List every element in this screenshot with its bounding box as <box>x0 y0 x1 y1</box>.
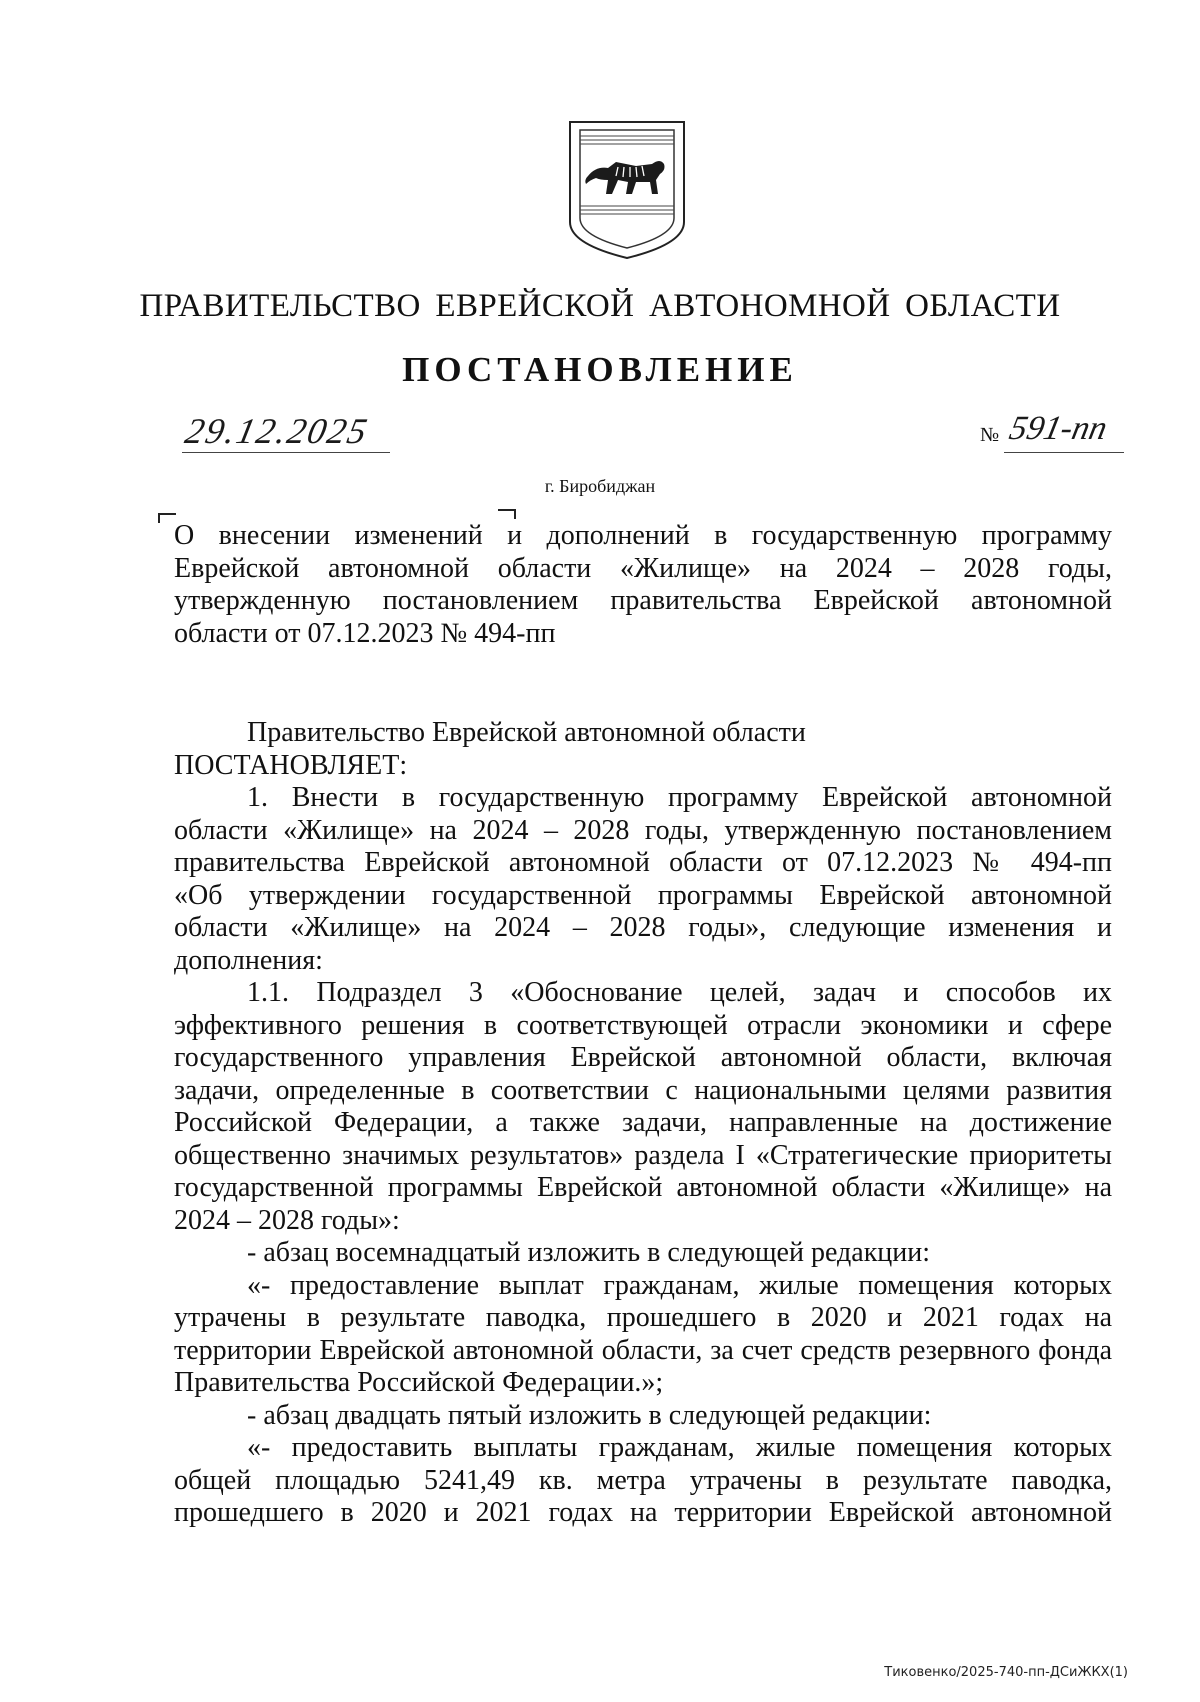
body-line: области «Жилище» на 2024 – 2028 годы», следующие изменения и <box>174 912 1112 943</box>
subject-line: Еврейской автономной области «Жилище» на 2024 – 2028 годы, <box>174 552 1112 584</box>
body-line: - абзац двадцать пятый изложить в следующей редакции: <box>247 1399 932 1431</box>
date-underline <box>182 452 390 453</box>
document-number: 591-пп <box>1006 410 1111 447</box>
body-line: дополнения: <box>174 944 323 976</box>
document-date: 29.12.2025 <box>181 411 373 451</box>
document-body <box>174 717 1112 1530</box>
body-line: «- предоставить выплаты гражданам, жилые помещения которых <box>247 1432 1112 1463</box>
document-type-heading: ПОСТАНОВЛЕНИЕ <box>402 350 798 389</box>
body-line: правительства Еврейской автономной области от 07.12.2023 № 494-пп <box>174 847 1112 878</box>
body-line: эффективного решения в соответствующей отрасли экономики и сфере <box>174 1009 1112 1041</box>
city-name: г. Биробиджан <box>544 476 656 496</box>
body-line: Российской Федерации, а также задачи, направленные на достижение <box>174 1107 1112 1138</box>
body-line: «- предоставление выплат гражданам, жилые помещения которых <box>247 1269 1112 1301</box>
body-line: 1. Внести в государственную программу Еврейской автономной <box>247 782 1112 813</box>
subject-line: утвержденную постановлением правительства Еврейской автономной <box>174 585 1112 616</box>
body-line: задачи, определенные в соответствии с национальными целями развития <box>174 1074 1112 1106</box>
body-line: ПОСТАНОВЛЯЕТ: <box>174 749 408 781</box>
body-line: 1.1. Подраздел 3 «Обоснование целей, задач и способов их <box>247 977 1112 1008</box>
footer-reference: Тиковенко/2025-740-пп-ДСиЖКХ(1) <box>884 1665 1128 1680</box>
subject-line: О внесении изменений и дополнений в государственную программу <box>174 520 1112 551</box>
body-line: утрачены в результате паводка, прошедшего в 2020 и 2021 годах на <box>174 1302 1112 1333</box>
government-title: ПРАВИТЕЛЬСТВО ЕВРЕЙСКОЙ АВТОНОМНОЙ ОБЛАСТИ <box>139 288 1061 324</box>
coat-of-arms-tiger-icon <box>566 118 688 260</box>
body-line: прошедшего в 2020 и 2021 годах на территории Еврейской автономной <box>174 1497 1112 1528</box>
body-line: общей площадью 5241,49 кв. метра утрачены в результате паводка, <box>174 1464 1112 1496</box>
body-line: государственной программы Еврейской автономной области «Жилище» на <box>174 1172 1112 1203</box>
body-line: 2024 – 2028 годы»: <box>174 1204 400 1236</box>
number-label: № <box>980 424 1000 446</box>
body-line: Правительства Российской Федерации.»; <box>174 1367 664 1398</box>
body-line: - абзац восемнадцатый изложить в следующей редакции: <box>247 1237 931 1268</box>
body-line: территории Еврейской автономной области, за счет средств резервного фонда <box>174 1334 1112 1366</box>
body-line: «Об утверждении государственной программы Еврейской автономной <box>174 879 1112 911</box>
document-subject <box>174 520 1112 650</box>
body-line: Правительство Еврейской автономной области <box>247 717 806 748</box>
subject-line: области от 07.12.2023 № 494-пп <box>174 617 556 649</box>
number-underline <box>1004 452 1124 453</box>
body-line: государственного управления Еврейской автономной области, включая <box>174 1042 1112 1073</box>
title-bracket-right <box>498 509 516 519</box>
body-line: области «Жилище» на 2024 – 2028 годы, утвержденную постановлением <box>174 814 1112 846</box>
body-line: общественно значимых результатов» раздела I «Стратегические приоритеты <box>174 1139 1112 1171</box>
